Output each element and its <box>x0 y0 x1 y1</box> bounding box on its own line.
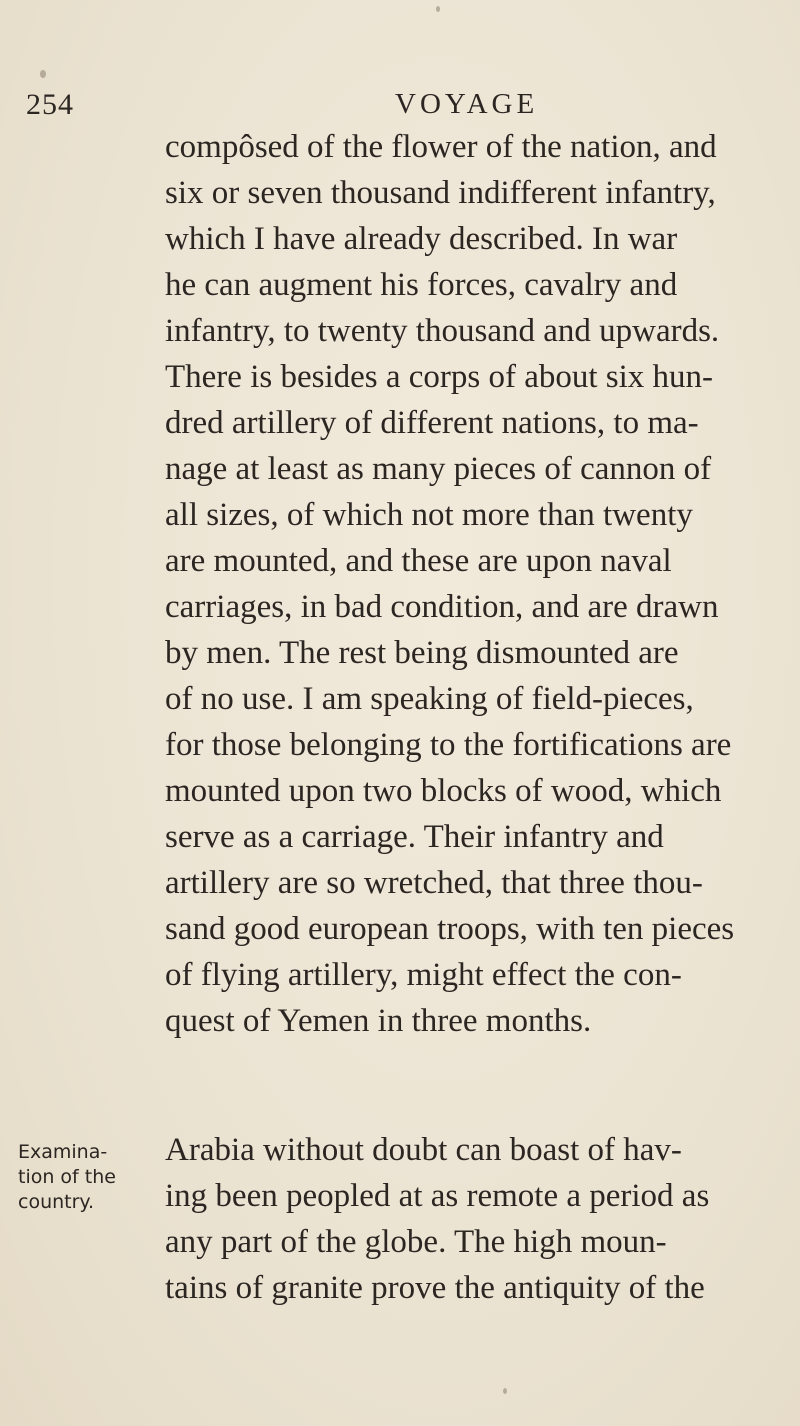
text-line: serve as a carriage. Their infantry and <box>165 819 664 855</box>
text-line: compôsed of the flower of the nation, and <box>165 129 717 165</box>
text-line: tains of granite prove the antiquity of the <box>165 1270 705 1306</box>
text-line: carriages, in bad condition, and are drawn <box>165 589 719 625</box>
text-line: dred artillery of different nations, to ma- <box>165 405 699 441</box>
body-paragraph <box>165 1127 765 1311</box>
text-line: of no use. I am speaking of field-pieces, <box>165 681 694 717</box>
text-line: for those belonging to the fortifications are <box>165 727 732 763</box>
text-line: artillery are so wretched, that three thou- <box>165 865 703 901</box>
margin-note-line: country. <box>18 1191 94 1213</box>
text-line: nage at least as many pieces of cannon of <box>165 451 712 487</box>
text-line: by men. The rest being dismounted are <box>165 635 679 671</box>
text-line: any part of the globe. The high moun- <box>165 1224 667 1260</box>
margin-note-line: Examina- <box>18 1141 108 1163</box>
text-line: he can augment his forces, cavalry and <box>165 267 678 303</box>
margin-note <box>18 1140 158 1215</box>
text-line: infantry, to twenty thousand and upwards. <box>165 313 720 349</box>
paper-speck <box>40 70 46 78</box>
page-number: 254 <box>26 88 74 121</box>
text-line: sand good european troops, with ten pieces <box>165 911 735 947</box>
text-line: all sizes, of which not more than twenty <box>165 497 693 533</box>
text-line: ing been peopled at as remote a period as <box>165 1178 710 1214</box>
paper-speck <box>436 6 440 12</box>
text-line: Arabia without doubt can boast of hav- <box>165 1132 682 1168</box>
text-line: There is besides a corps of about six hun- <box>165 359 714 395</box>
running-head: VOYAGE <box>395 88 539 120</box>
paper-speck <box>503 1388 507 1394</box>
body-paragraph <box>165 124 765 1044</box>
text-line: which I have already described. In war <box>165 221 678 257</box>
text-line: quest of Yemen in three months. <box>165 1003 592 1039</box>
text-line: are mounted, and these are upon naval <box>165 543 672 579</box>
margin-note-line: tion of the <box>18 1166 116 1188</box>
text-line: mounted upon two blocks of wood, which <box>165 773 722 809</box>
text-line: of flying artillery, might effect the con- <box>165 957 682 993</box>
text-line: six or seven thousand indifferent infantry, <box>165 175 716 211</box>
